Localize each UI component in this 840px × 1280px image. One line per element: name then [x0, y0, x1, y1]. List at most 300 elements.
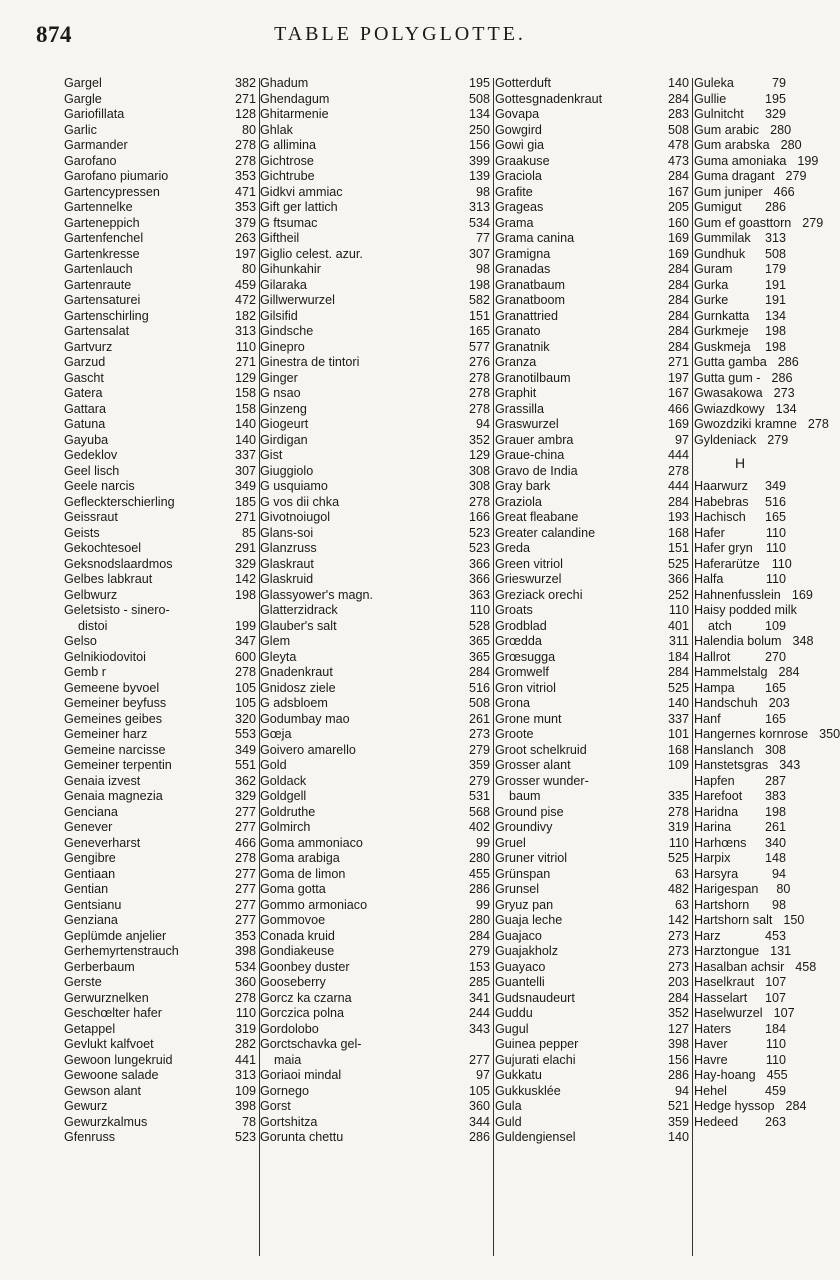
index-entry: [694, 1053, 786, 1069]
entry-term: Ghitarmenie: [260, 107, 329, 121]
index-entry: [64, 417, 256, 433]
entry-page-ref: 478: [667, 138, 689, 152]
index-entry: [260, 386, 490, 402]
index-entry: [694, 107, 786, 123]
index-entry: [495, 200, 689, 216]
entry-page-ref: 169: [667, 231, 689, 245]
entry-page-ref: 98: [475, 184, 490, 199]
entry-term: Geksnodslaardmos: [64, 556, 173, 571]
index-entry: [495, 123, 689, 139]
entry-term: Granatnik: [495, 339, 550, 354]
entry-page-ref: 582: [468, 293, 490, 307]
entry-term: Gelnikiodovitoi: [64, 649, 146, 664]
entry-term: Getappel: [64, 1021, 116, 1036]
entry-term: Glauber's salt: [260, 618, 337, 633]
index-entry: [495, 1099, 689, 1115]
index-entry: [260, 727, 490, 743]
entry-term: Habebras: [694, 494, 749, 509]
entry-term: Gerberbaum: [64, 959, 135, 974]
index-entry: [694, 774, 786, 790]
entry-term: Goldack: [260, 773, 307, 788]
index-entry: [495, 929, 689, 945]
index-entry: [694, 913, 805, 929]
entry-term: Gillwerwurzel: [260, 293, 335, 307]
index-entry: [260, 712, 490, 728]
entry-page-ref: 455: [766, 1068, 788, 1082]
entry-term: Ghlak: [260, 122, 293, 137]
entry-term: Gist: [260, 448, 283, 462]
entry-page-ref: 458: [795, 959, 817, 974]
entry-term: Greda: [495, 541, 531, 555]
index-entry: [495, 820, 689, 836]
index-entry: [694, 432, 789, 449]
entry-page-ref: 85: [241, 525, 256, 540]
index-entry: [694, 262, 786, 278]
index-entry: [495, 76, 689, 92]
index-entry: [694, 572, 786, 588]
index-entry: [64, 76, 256, 92]
index-entry: [64, 1115, 256, 1131]
entry-page-ref: 444: [667, 479, 689, 493]
entry-page-ref: 278: [468, 494, 490, 509]
entry-page-ref: 382: [234, 76, 256, 90]
entry-term: Gedeklov: [64, 448, 118, 462]
entry-term: Golmirch: [260, 820, 311, 834]
index-entry: [64, 433, 256, 449]
index-entry: [694, 619, 786, 635]
index-entry: [694, 526, 786, 542]
entry-term: Grama canina: [495, 231, 575, 245]
entry-term: Hehel: [694, 1083, 727, 1098]
index-entry: [694, 603, 797, 619]
entry-term: Groot schelkruid: [495, 742, 587, 757]
entry-page-ref: 313: [234, 324, 256, 338]
entry-page-ref: 508: [764, 246, 786, 261]
index-entry: [260, 681, 490, 697]
entry-term: Gelbes labkraut: [64, 572, 153, 586]
entry-term: Guldengiensel: [495, 1130, 576, 1144]
index-entry: [495, 495, 689, 511]
entry-page-ref: 284: [667, 262, 689, 276]
entry-term: Hasselart: [694, 990, 748, 1005]
entry-page-ref: [230, 603, 256, 619]
index-entry: [495, 944, 689, 960]
entry-term: Groats: [495, 603, 533, 617]
entry-term: Gemeiner harz: [64, 727, 148, 741]
index-entry: [260, 526, 490, 542]
index-entry: [694, 758, 801, 774]
entry-term: Conada kruid: [260, 928, 335, 943]
entry-page-ref: 307: [468, 246, 490, 261]
entry-term: Geel lisch: [64, 463, 120, 478]
entry-term: Hangernes kornrose: [694, 727, 809, 741]
index-entry: [64, 495, 256, 511]
index-entry: [694, 510, 786, 526]
index-entry: [694, 712, 786, 728]
entry-page-ref: 105: [234, 680, 256, 695]
index-entry: [495, 898, 689, 914]
entry-page-ref: 284: [667, 339, 689, 354]
index-entry: [64, 386, 256, 402]
entry-page-ref: 284: [468, 928, 490, 943]
index-entry: [260, 479, 490, 495]
index-entry: [495, 247, 689, 263]
entry-term: Gujurati elachi: [495, 1052, 576, 1067]
index-entry: [694, 355, 799, 371]
entry-term: Havre: [694, 1052, 728, 1067]
entry-page-ref: 553: [234, 727, 256, 741]
entry-page-ref: 165: [764, 680, 786, 695]
entry-page-ref: 472: [234, 293, 256, 307]
index-entry: [694, 278, 786, 294]
entry-term: Ginestra de tintori: [260, 355, 360, 369]
index-entry: [495, 867, 689, 883]
index-entry: [260, 417, 490, 433]
index-entry: [260, 200, 490, 216]
entry-page-ref: 366: [667, 572, 689, 586]
entry-page-ref: 319: [667, 820, 689, 834]
entry-term: Guinea pepper: [495, 1037, 579, 1051]
index-entry: [495, 1130, 689, 1146]
entry-page-ref: 169: [667, 246, 689, 261]
entry-term: Gowi gia: [495, 138, 544, 152]
entry-term: Harefoot: [694, 789, 743, 803]
entry-page-ref: 340: [764, 835, 786, 850]
entry-page-ref: 402: [468, 820, 490, 834]
index-entry: [64, 1068, 256, 1084]
entry-page-ref: 284: [667, 308, 689, 323]
entry-page-ref: 278: [468, 401, 490, 416]
entry-term: Gemeine narcisse: [64, 742, 166, 757]
entry-term: Giftheil: [260, 231, 300, 245]
entry-term: Hay-hoang: [694, 1068, 756, 1082]
index-entry: [495, 526, 689, 542]
entry-page-ref: 311: [668, 634, 689, 648]
entry-term: Gromwelf: [495, 665, 549, 679]
index-entry: [260, 634, 490, 650]
entry-term: Gorcz ka czarna: [260, 990, 352, 1005]
entry-page-ref: 286: [771, 370, 793, 385]
index-entry: [64, 634, 256, 650]
entry-term: Harina: [694, 820, 732, 834]
entry-term: G nsao: [260, 386, 301, 400]
index-entry: [694, 324, 786, 340]
index-entry: [495, 355, 689, 371]
index-entry: [694, 1022, 786, 1038]
entry-page-ref: 329: [764, 107, 786, 121]
index-entry: [495, 138, 689, 154]
index-entry: [495, 1022, 689, 1038]
index-entry: [694, 153, 819, 170]
entry-term: Garteneppich: [64, 215, 140, 230]
entry-page-ref: 166: [468, 510, 490, 524]
index-entry: [694, 898, 786, 914]
entry-term: Gukkusklée: [495, 1083, 561, 1098]
index-entry: [260, 1053, 490, 1069]
entry-page-ref: 140: [667, 1130, 689, 1144]
section-letter-heading: [694, 448, 786, 479]
index-entry: [64, 665, 256, 681]
index-entry: [260, 557, 490, 573]
entry-page-ref: 179: [764, 262, 786, 276]
entry-page-ref: 168: [667, 742, 689, 757]
entry-term: Gullie: [694, 91, 727, 106]
index-entry: [694, 1084, 786, 1100]
index-entry: [260, 541, 490, 557]
index-entry: [260, 92, 490, 108]
index-entry: [260, 355, 490, 371]
index-entry: [64, 867, 256, 883]
index-entry: [64, 588, 256, 604]
entry-page-ref: 280: [468, 913, 490, 927]
index-entry: [694, 293, 786, 309]
entry-term: Gidkvi ammiac: [260, 184, 343, 199]
index-entry: [694, 959, 817, 976]
entry-page-ref: 277: [234, 913, 256, 927]
index-entry: [260, 1068, 490, 1084]
index-entry: [694, 634, 814, 650]
index-entry: [694, 665, 800, 681]
entry-term: Gartencypressen: [64, 184, 160, 199]
entry-page-ref: 198: [468, 277, 490, 292]
column-divider: [692, 78, 693, 1256]
entry-term: Gihunkahir: [260, 262, 321, 276]
index-entry: [260, 340, 490, 356]
entry-page-ref: 261: [468, 711, 490, 726]
entry-page-ref: 273: [667, 928, 689, 943]
index-entry: [64, 727, 256, 743]
entry-page-ref: 352: [468, 432, 490, 447]
index-entry: [260, 650, 490, 666]
entry-page-ref: 343: [468, 1021, 490, 1036]
entry-page-ref: 263: [764, 1114, 786, 1129]
entry-term: G ftsumac: [260, 215, 318, 230]
entry-term: Haselwurzel: [694, 1006, 763, 1020]
entry-term: Hapfen: [694, 773, 735, 788]
entry-page-ref: 168: [667, 525, 689, 540]
entry-page-ref: 110: [235, 339, 256, 354]
entry-page-ref: 97: [674, 432, 689, 447]
entry-page-ref: 273: [773, 386, 795, 400]
index-entry: [694, 681, 786, 697]
index-entry: [64, 526, 256, 542]
entry-term: Gumigut: [694, 200, 742, 214]
index-entry: [260, 743, 490, 759]
entry-term: Graakuse: [495, 153, 550, 168]
entry-page-ref: 343: [779, 758, 801, 772]
entry-term: Geplümde anjelier: [64, 928, 167, 943]
entry-page-ref: 349: [234, 479, 256, 493]
entry-term: Guajaco: [495, 928, 542, 943]
entry-term: Guleka: [694, 76, 734, 90]
page-header: [0, 0, 800, 70]
index-entry: [64, 851, 256, 867]
entry-page-ref: 193: [667, 510, 689, 524]
entry-page-ref: 352: [667, 1006, 689, 1020]
entry-term: Graciola: [495, 169, 542, 183]
index-entry: [260, 293, 490, 309]
page-number: 874: [36, 22, 72, 47]
index-entry: [694, 200, 786, 216]
entry-page-ref: 329: [234, 556, 256, 571]
entry-term: Grone munt: [495, 711, 562, 726]
index-entry: [64, 991, 256, 1007]
entry-term: Glatterzidrack: [260, 603, 338, 617]
index-entry: [495, 681, 689, 697]
index-entry: [694, 401, 797, 418]
entry-page-ref: 134: [775, 401, 797, 416]
index-entry: [64, 1130, 256, 1146]
entry-page-ref: 366: [468, 556, 490, 571]
entry-page-ref: 359: [468, 758, 490, 772]
entry-term: Grama: [495, 215, 534, 230]
entry-term: Gelso: [64, 634, 97, 648]
entry-term: Ginger: [260, 370, 298, 385]
entry-page-ref: 313: [764, 231, 786, 245]
entry-page-ref: 271: [234, 91, 256, 106]
entry-page-ref: 142: [667, 913, 689, 927]
entry-term: G usquiamo: [260, 479, 328, 493]
entry-page-ref: 129: [468, 448, 490, 462]
entry-term: Grünspan: [495, 866, 551, 881]
entry-page-ref: 107: [773, 1006, 795, 1020]
entry-term: Gichtrube: [260, 169, 315, 183]
entry-page-ref: [663, 774, 689, 790]
entry-term: Genciana: [64, 804, 118, 819]
entry-term: Graue-china: [495, 448, 565, 462]
entry-page-ref: 278: [234, 665, 256, 679]
entry-page-ref: 271: [234, 510, 256, 524]
entry-term: Gula: [495, 1099, 522, 1113]
entry-page-ref: 110: [668, 603, 689, 617]
entry-term: Gutta gamba: [694, 355, 767, 369]
entry-page-ref: 97: [475, 1068, 490, 1082]
entry-term: Gottesgnadenkraut: [495, 91, 603, 106]
entry-term: Haisy podded milk: [694, 603, 797, 617]
entry-page-ref: 197: [234, 246, 256, 261]
entry-term: Hasalban achsir: [694, 959, 785, 974]
index-entry: [64, 1006, 256, 1022]
entry-term: Gondiakeuse: [260, 944, 335, 958]
entry-term: Hahnenfusslein: [694, 587, 781, 602]
entry-page-ref: 99: [475, 897, 490, 912]
entry-page-ref: 531: [468, 789, 490, 803]
entry-term: Gommo armoniaco: [260, 897, 368, 912]
index-entry: [260, 572, 490, 588]
index-entry: [694, 92, 786, 108]
entry-term: Glem: [260, 634, 291, 648]
index-entry: [260, 262, 490, 278]
index-entry: [260, 448, 490, 464]
index-entry: [260, 185, 490, 201]
index-entry: [495, 836, 689, 852]
entry-page-ref: 516: [764, 494, 786, 509]
entry-term: Grœsugga: [495, 649, 556, 664]
entry-term: Granattried: [495, 308, 558, 323]
index-entry: [260, 898, 490, 914]
index-entry: [64, 1084, 256, 1100]
entry-term: Hedeed: [694, 1114, 739, 1129]
entry-page-ref: 365: [468, 649, 490, 664]
entry-page-ref: 320: [234, 711, 256, 726]
index-entry: [64, 743, 256, 759]
entry-term: Gascht: [64, 370, 104, 385]
entry-term: Gemb r: [64, 665, 106, 679]
entry-term: Hanslanch: [694, 742, 754, 757]
entry-page-ref: 279: [802, 215, 824, 230]
entry-page-ref: 271: [234, 355, 256, 369]
entry-term: Guayaco: [495, 959, 546, 974]
index-entry: [495, 1084, 689, 1100]
entry-term: Haselkraut: [694, 975, 755, 989]
entry-page-ref: 140: [667, 76, 689, 90]
index-entry: [260, 867, 490, 883]
entry-page-ref: 286: [764, 200, 786, 214]
index-entry: [64, 1037, 256, 1053]
entry-term: Ground pise: [495, 804, 564, 819]
index-entry: [64, 123, 256, 139]
entry-page-ref: 107: [765, 975, 787, 989]
entry-term: Ghadum: [260, 76, 309, 90]
index-entry: [495, 1068, 689, 1084]
index-entry: [495, 665, 689, 681]
index-column-2: [260, 76, 490, 1258]
entry-page-ref: 140: [234, 432, 256, 447]
index-entry: [495, 743, 689, 759]
entry-page-ref: 198: [764, 339, 786, 354]
entry-term: Gurka: [694, 277, 729, 292]
entry-term: Gemeines geibes: [64, 711, 163, 726]
entry-page-ref: 534: [468, 215, 490, 230]
entry-page-ref: 199: [797, 153, 819, 168]
entry-term: Gengibre: [64, 851, 116, 865]
entry-page-ref: 350: [819, 727, 840, 741]
entry-page-ref: 105: [468, 1083, 490, 1098]
index-entry: [495, 262, 689, 278]
index-entry: [64, 696, 256, 712]
index-entry: [694, 789, 786, 805]
entry-term: Granza: [495, 355, 537, 369]
entry-term: Harigespan: [694, 882, 759, 896]
index-entry: [495, 1006, 689, 1022]
index-entry: [64, 200, 256, 216]
entry-term: Gartenfenchel: [64, 231, 144, 245]
index-entry: [260, 309, 490, 325]
entry-page-ref: 127: [667, 1021, 689, 1036]
entry-page-ref: 466: [234, 835, 256, 850]
entry-page-ref: 153: [468, 959, 490, 974]
entry-page-ref: 134: [764, 308, 786, 323]
entry-term: Garzud: [64, 355, 106, 369]
entry-term: Haferarütze: [694, 556, 760, 571]
entry-term: Gurke: [694, 293, 729, 307]
entry-page-ref: 94: [674, 1083, 689, 1098]
index-entry: [260, 464, 490, 480]
index-entry: [694, 1068, 786, 1084]
entry-term: Gleyta: [260, 649, 297, 664]
entry-term: Giglio celest. azur.: [260, 246, 363, 261]
entry-page-ref: 508: [468, 91, 490, 106]
entry-page-ref: 101: [667, 727, 689, 741]
entry-term: Gortshitza: [260, 1114, 318, 1129]
entry-page-ref: 525: [667, 680, 689, 695]
entry-term: Goma arabiga: [260, 851, 340, 865]
index-entry: [495, 309, 689, 325]
entry-page-ref: 379: [234, 215, 256, 230]
entry-page-ref: 279: [468, 742, 490, 757]
entry-term: Ginzeng: [260, 401, 307, 416]
entry-term: Giuggiolo: [260, 463, 314, 478]
